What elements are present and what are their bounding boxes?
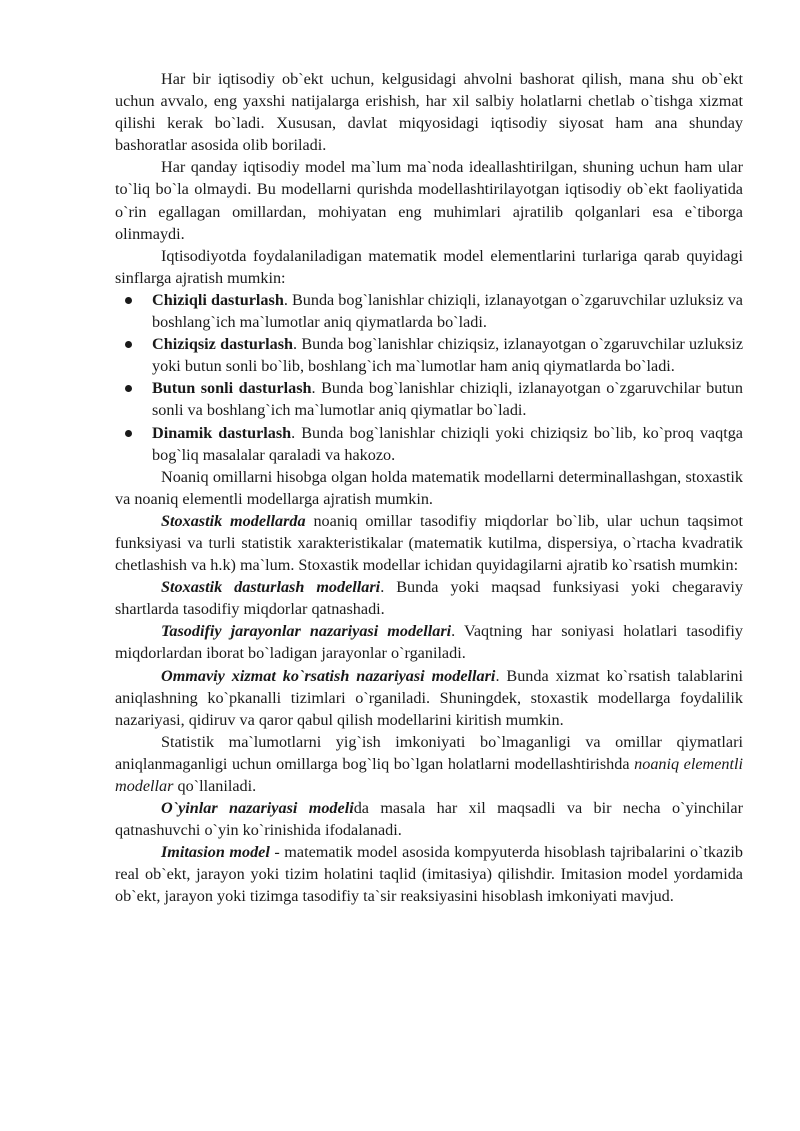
paragraph-queueing-theory [115, 665, 743, 731]
term: Stoxastik dasturlash modellari [161, 578, 381, 597]
bullet-icon [125, 341, 132, 348]
paragraph-stochastic-models [115, 510, 743, 576]
list-term: Dinamik dasturlash [152, 423, 292, 442]
body-text: da masala har xil maqsadli va bir necha o`yinchilar qatnashuvchi o`yin ko`rinishida ifodalanadi. [115, 799, 743, 840]
body-text: . Vaqtning har soniyasi holatlari tasodifiy miqdorlardan iborat bo`ladigan jarayonlar o`rganiladi. [115, 622, 743, 663]
body-text: noaniq omillar tasodifiy miqdorlar bo`lib, ular uchun taqsimot funksiyasi va turli statistik xarakteristikalar (matematik kutilma, dispersiya, o`rtacha kvadratik chetlashish va h.k) ma`lum. Stoxastik modellar ichidan quyidagilarni ajratib ko`rsatish mumkin: [115, 511, 743, 575]
list-text: . Bunda bog`lanishlar chiziqli, izlanayotgan o`zgaruvchilar uzluksiz va boshlang`ich ma`lumotlar aniq qiymatlarda bo`ladi. [152, 290, 743, 332]
list-text: . Bunda bog`lanishlar chiziqsiz, izlanayotgan o`zgaruvchilar uzluksiz yoki butun sonli bo`lib, boshlang`ich ma`lumotlar ham aniq qiymatlarda bo`ladi. [152, 335, 743, 376]
list-item-nonlinear [115, 333, 743, 377]
paragraph-forecasting: Har bir iqtisodiy ob`ekt uchun, kelgusidagi ahvolni bashorat qilish, mana shu ob`ekt uchun avvalo, eng yaxshi natijalarga erishish, har xil salbiy holatlarni chetlab o`tishga xizmat qilishi kerak bo`ladi. Xususan, davlat miqyosidagi iqtisodiy siyosat ham ana shunday bashoratlar asosida olib boriladi. [115, 70, 743, 155]
term: Imitasion model [161, 843, 270, 862]
body-text-tail: qo`llaniladi. [173, 777, 257, 795]
paragraph-game-theory [115, 797, 743, 841]
body-text: . Bunda xizmat ko`rsatish talablarini aniqlashning ko`pkanalli tizimlari o`rganiladi. Shuningdek, stoxastik modellarga foydalilik nazariyasi, qidiruv va qaror qabul qilish modellarini kiritish mumkin. [115, 666, 743, 729]
paragraph-model-classes-intro: Iqtisodiyotda foydalaniladigan matematik model elementlarini turlariga qarab quyidagi sinflarga ajratish mumkin: [115, 246, 743, 287]
body-text: - matematik model asosida kompyuterda hisoblash tajribalarini o`tkazib real ob`ekt, jarayon yoki tizim holatini taqlid (imitasiya) qilishdir. Imitasion model yordamida ob`ekt, jarayon yoki tizimga tasodifiy ta`sir reaksiyasini hisoblash imkoniyati mavjud. [115, 843, 743, 906]
model-types-list [115, 289, 743, 466]
body-text: . Bunda yoki maqsad funksiyasi yoki chegaraviy shartlarda tasodifiy miqdorlar qatnashadi. [115, 578, 743, 619]
term: noaniq elementli modellar [115, 754, 744, 795]
body-text: Statistik ma`lumotlarni yig`ish imkoniyati bo`lmaganligi va omillar qiymatlari aniqlanmaganligi uchun omillarga bog`liq bo`lgan holatlarni modellashtirishda [115, 732, 743, 773]
term: O`yinlar nazariyasi modeli [161, 799, 354, 818]
list-term: Chiziqli dasturlash [152, 290, 284, 309]
list-term: Chiziqsiz dasturlash [152, 335, 294, 354]
term: Tasodifiy jarayonlar nazariyasi modellari [161, 622, 452, 641]
document-page [115, 68, 743, 908]
list-text: . Bunda bog`lanishlar chiziqli yoki chiziqsiz bo`lib, ko`proq vaqtga bog`liq masalalar qaraladi va hakozo. [152, 423, 743, 464]
paragraph-stochastic-programming [115, 576, 743, 620]
paragraph-idealized-model: Har qanday iqtisodiy model ma`lum ma`noda ideallashtirilgan, shuning uchun ham ular to`liq bo`la olmaydi. Bu modellarni qurishda modellashtirilayotgan iqtisodiy ob`ekt faoliyatida o`rin egallagan omillardan, mohiyatan eng muhimlari ajratilib qolganlari esa e`tiborga olinmaydi. [115, 158, 743, 243]
list-item-integer [115, 377, 743, 421]
bullet-icon [125, 430, 132, 437]
list-text: . Bunda bog`lanishlar chiziqli, izlanayotgan o`zgaruvchilar butun sonli va boshlang`ich ma`lumotlar aniq qiymatlar bo`ladi. [152, 379, 743, 420]
list-item-linear [115, 289, 743, 333]
paragraph-simulation-model [115, 841, 743, 907]
paragraph-random-processes [115, 620, 743, 664]
bullet-icon [125, 297, 132, 304]
term: Stoxastik modellarda [161, 511, 306, 530]
list-item-dynamic [115, 422, 743, 466]
bullet-icon [125, 385, 132, 392]
paragraph-uncertainty: Noaniq omillarni hisobga olgan holda matematik modellarni determinallashgan, stoxastik va noaniq elementli modellarga ajratish mumkin. [115, 467, 743, 508]
paragraph-uncertain-elements [115, 731, 743, 797]
list-term: Butun sonli dasturlash [152, 379, 312, 398]
term: Ommaviy xizmat ko`rsatish nazariyasi modellari [161, 666, 496, 685]
